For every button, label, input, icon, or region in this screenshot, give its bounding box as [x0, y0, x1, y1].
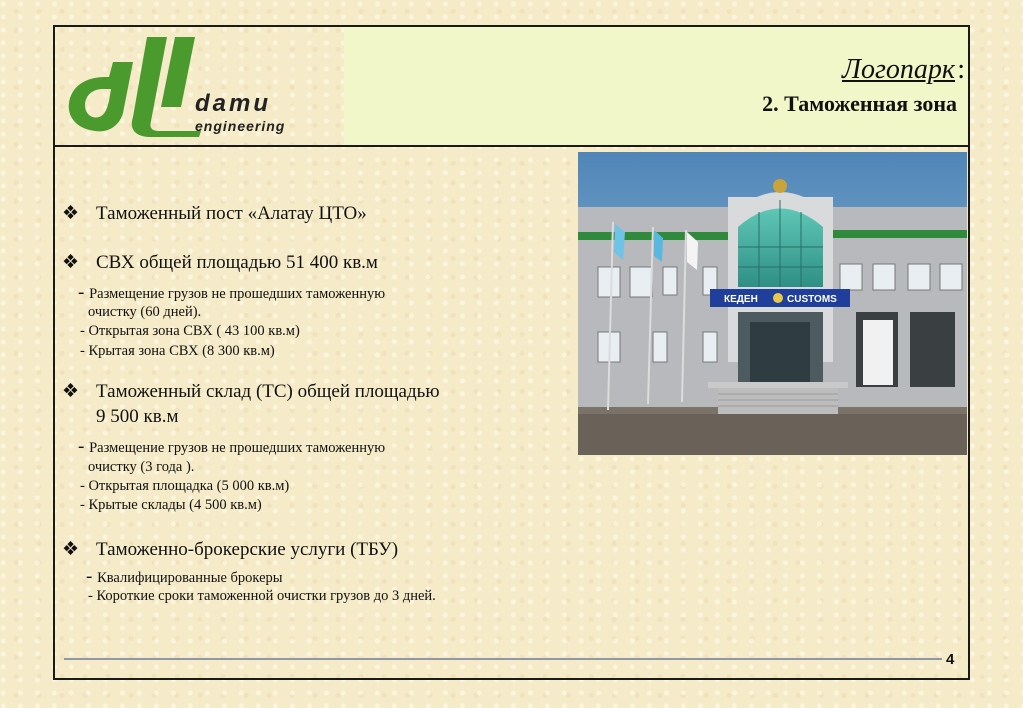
sub-item: очистку (3 года ).	[88, 459, 195, 475]
slide-subtitle: 2. Таможенная зона	[762, 91, 957, 116]
diamond-bullet-icon: ❖	[62, 203, 80, 224]
diamond-bullet-icon: ❖	[62, 252, 80, 273]
diamond-bullet-icon: ❖	[62, 381, 80, 402]
slide-title: Логопарк	[842, 54, 955, 85]
sub-item: - Крытая зона СВХ (8 300 кв.м)	[80, 343, 275, 359]
page-number: 4	[946, 651, 955, 668]
footer-line	[64, 658, 942, 660]
sign-keden: КЕДЕН	[724, 294, 758, 305]
diamond-bullet-icon: ❖	[62, 539, 80, 560]
sub-item: - Крытые склады (4 500 кв.м)	[80, 497, 262, 513]
logo-word-damu: damu	[195, 90, 272, 117]
sub-item: очистку (60 дней).	[88, 304, 202, 320]
header-band	[344, 27, 968, 145]
sub-item: - Открытая площадка (5 000 кв.м)	[80, 478, 290, 494]
bullet-text: Таможенный склад (ТС) общей площадью	[96, 381, 440, 402]
company-logo	[55, 27, 344, 145]
bullet-text: СВХ общей площадью 51 400 кв.м	[96, 252, 378, 273]
sub-item: - Открытая зона СВХ ( 43 100 кв.м)	[80, 323, 300, 339]
sub-item: - Короткие сроки таможенной очистки грузов до 3 дней.	[88, 588, 436, 604]
bullet-text: Таможенный пост «Алатау ЦТО»	[96, 203, 367, 224]
header-divider	[55, 145, 968, 147]
sub-item: - Квалифицированные брокеры	[86, 566, 283, 587]
title-colon: :	[957, 54, 965, 85]
sign-customs: CUSTOMS	[787, 294, 837, 305]
logo-word-engineering: engineering	[195, 118, 286, 134]
customs-building-photo	[578, 152, 967, 455]
sub-item: - Размещение грузов не прошедших таможенную	[78, 436, 386, 457]
damu-logo-icon	[55, 27, 344, 145]
sub-item: - Размещение грузов не прошедших таможенную	[78, 282, 386, 303]
bullet-text: Таможенно-брокерские услуги (ТБУ)	[96, 539, 399, 560]
